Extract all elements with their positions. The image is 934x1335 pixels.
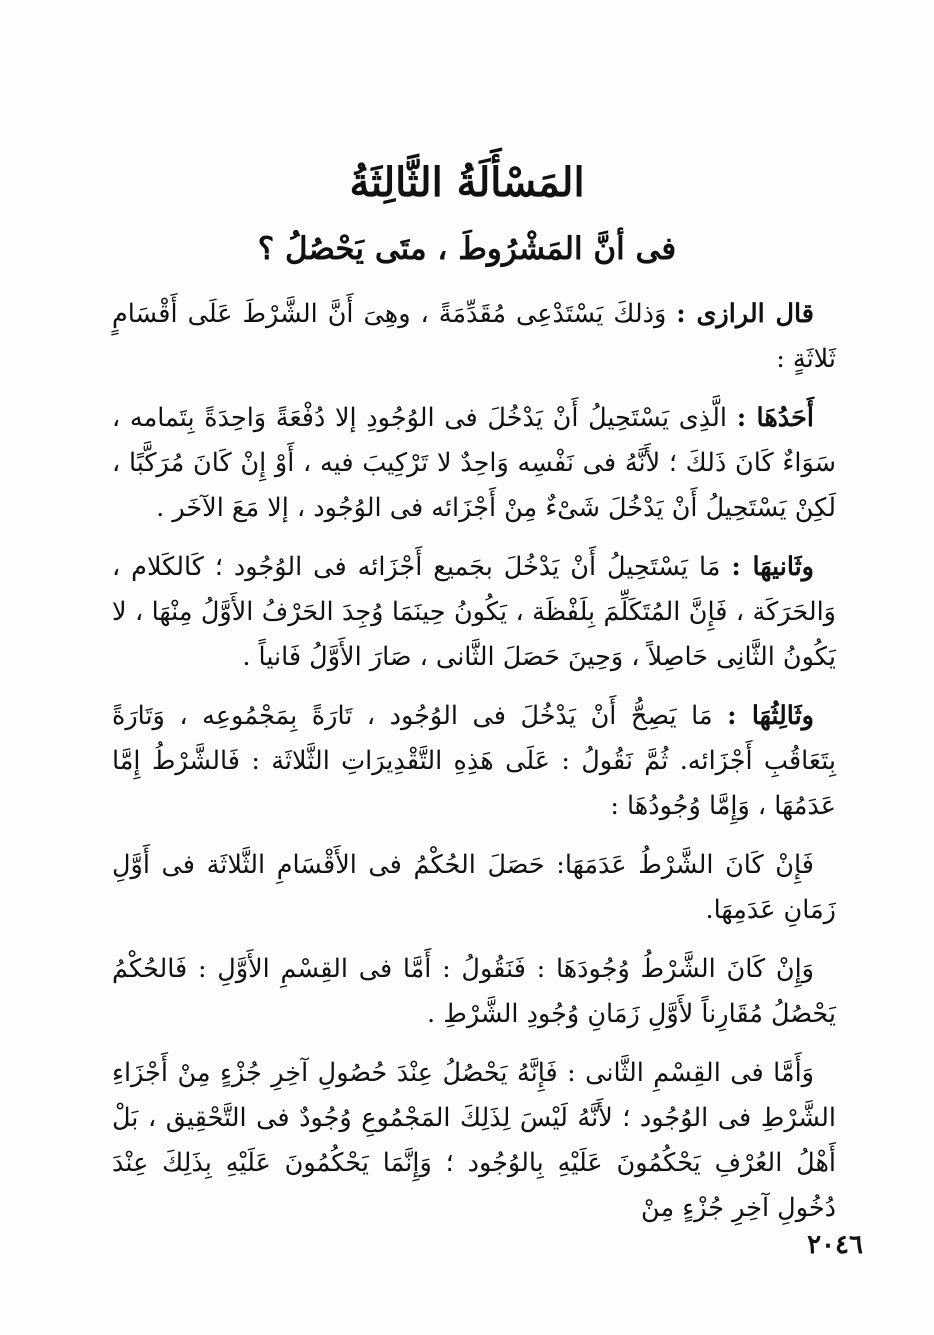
paragraph-text: وَذلكَ يَسْتَدْعِى مُقَدِّمَةً ، وهِىَ أَنَّ الشَّرْطَ عَلَى أَقْسَامٍ ثَلاثَةٍ : [112,299,836,374]
paragraph-lead: وثَانيهَا : [731,552,814,582]
paragraph-text: وَأَمَّا فى القِسْمِ الثَّانى : فَإِنَّهُ يَحْصُلُ عِنْدَ حُصُولِ آخِرِ جُزْءٍ مِنْ أَجْزَاءِ الشَّرْطِ فى الوُجُود ؛ لأَنَّهُ لَيْسَ لِذَلِكَ المَجْمُوعِ وُجُودٌ فى التَّحْقِيق ، بَلْ أَهْلُ العُرْفِ يَحْكُمُونَ عَلَيْهِ بِالوُجُود ؛ وَإِنَّمَا يَحْكُمُونَ عَلَيْهِ بِذَلِكَ عِنْدَ دُخُولِ آخِرِ جُزْءٍ مِنْ [112,1058,836,1223]
body-text [112,292,836,1245]
page-number: ٢٠٤٦ [807,1230,863,1260]
paragraph [112,947,836,1037]
paragraph [112,292,836,382]
paragraph [112,694,836,829]
paragraph-text: فَإِنْ كَانَ الشَّرْطُ عَدَمَهَا: حَصَلَ الحُكْمُ فى الأَقْسَامِ الثَّلاثَة فى أَوَّلِ زَمَانِ عَدَمِهَا. [112,850,836,925]
paragraph-text: مَا يَصِحُّ أَنْ يَدْخُلَ فى الوُجُود ، تَارَةً بِمَجْمُوعِه ، وَتَارَةً بِتَعَاقُبِ أَجْزَائه. ثُمَّ نَقُولُ : عَلَى هَذِهِ التَّقْدِيرَاتِ الثَّلاثَة : فَالشَّرْطُ إِمَّا عَدَمُهَا ، وَإِمَّا وُجُودُهَا : [112,701,836,821]
paragraph-lead: وثَالِثُهَا : [727,701,814,731]
paragraph-text: الَّذِى يَسْتَحِيلُ أَنْ يَدْخُلَ فى الوُجُودِ إلا دُفْعَةً وَاحِدَةً بِتَمامه ، سَوَاءٌ كَانَ ذَلكَ ؛ لأَنَّهُ فى نَفْسِه وَاحِدٌ لا تَرْكِيبَ فيه ، أَوْ إِنْ كَانَ مُرَكَّبًا ، لَكِنْ يَسْتَحِيلُ أَنْ يَدْخُلَ شَىْءٌ مِنْ أَجْزَائه فى الوُجُود ، إلا مَعَ الآخَر . [112,403,836,523]
paragraph [112,545,836,680]
paragraph-text: مَا يَسْتَحِيلُ أَنْ يَدْخُلَ بجَميع أَجْزَائه فى الوُجُود ؛ كَالكَلام ، وَالحَرَكَة ، فَإِنَّ المُتَكَلِّمَ بِلَفْظَة ، يَكُونُ حِينَمَا وُجِدَ الحَرْفُ الأَوَّلُ مِنْهَا ، لا يَكُونُ الثَّانِى حَاصِلاً ، وَحِينَ حَصَلَ الثَّانى ، صَارَ الأَوَّلُ فَانياً . [112,552,836,672]
paragraph-lead: أَحَدُهَا : [736,403,814,433]
paragraph [112,843,836,933]
paragraph-lead: قال الرازى : [676,299,814,329]
paragraph [112,1051,836,1231]
paragraph-text: وَإِنْ كَانَ الشَّرْطُ وُجُودَهَا : فَنَقُولُ : أَمَّا فى القِسْمِ الأَوَّلِ : فَالحُكْمُ يَحْصُلُ مُقَارِناً لأَوَّلِ زَمَانِ وُجُودِ الشَّرْطِ . [112,954,836,1029]
chapter-title: المَسْأَلَةُ الثَّالِثَةُ [349,159,585,206]
chapter-subtitle: فى أنَّ المَشْرُوطَ ، متَى يَحْصُلُ ؟ [257,231,677,267]
paragraph [112,396,836,531]
